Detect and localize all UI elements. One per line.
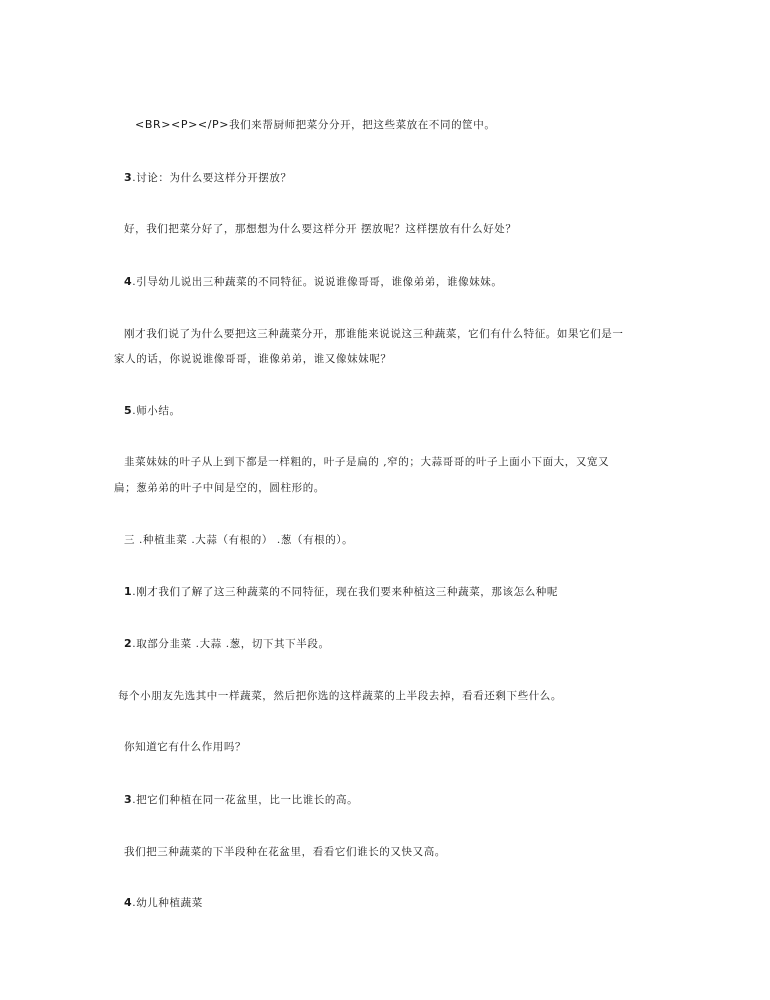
planting-step-4 [124, 896, 203, 910]
step-number: 4 [124, 275, 133, 288]
step-number: 2 [124, 637, 133, 650]
paragraph-features-line-2: 家人的话，你说说谁像哥哥，谁像弟弟，谁又像妹妹呢？ [114, 353, 392, 365]
paragraph-choose-vegetable: 每个小朋友先选其中一样蔬菜，然后把你选的这样蔬菜的上半段去掉，看看还剩下些什么。 [118, 690, 562, 702]
paragraph-plant-compare: 我们把三种蔬菜的下半段种在花盆里，看看它们谁长的又快又高。 [124, 846, 446, 858]
step-3-discussion [124, 171, 292, 185]
step-text: .取部分韭菜 .大蒜 .葱，切下其下半段。 [132, 638, 330, 650]
paragraph-question: 你知道它有什么作用吗？ [124, 741, 247, 753]
step-text: .讨论：为什么要这样分开摆放？ [132, 172, 292, 184]
step-number: 3 [124, 171, 133, 184]
paragraph-features-line-1: 刚才我们说了为什么要把这三种蔬菜分开，那谁能来说说这三种蔬菜，它们有什么特征。如果它们是一 [124, 328, 624, 340]
step-text: .刚才我们了解了这三种蔬菜的不同特征，现在我们要来种植这三种蔬菜，那该怎么种呢 [132, 586, 559, 598]
paragraph-intro [135, 118, 495, 132]
paragraph-discussion: 好，我们把菜分好了，那想想为什么要这样分开 摆放呢？这样摆放有什么好处？ [124, 223, 517, 235]
step-text: .师小结。 [132, 405, 181, 417]
step-number: 4 [124, 896, 133, 909]
paragraph-intro-text: 我们来帮厨师把菜分分开，把这些菜放在不同的筐中。 [229, 119, 496, 131]
step-number: 3 [124, 793, 133, 806]
planting-step-2 [124, 637, 330, 651]
step-number: 5 [124, 404, 133, 417]
planting-step-3 [124, 793, 358, 807]
step-text: .幼儿种植蔬菜 [132, 897, 203, 909]
paragraph-summary-line-1: 韭菜妹妹的叶子从上到下都是一样粗的，叶子是扁的 ,窄的；大蒜哥哥的叶子上面小下面大，又宽又 [124, 456, 610, 468]
step-text: .把它们种植在同一花盆里，比一比谁长的高。 [132, 794, 359, 806]
planting-step-1 [124, 585, 558, 599]
step-text: .引导幼儿说出三种蔬菜的不同特征。说说谁像哥哥，谁像弟弟，谁像妹妹。 [132, 276, 503, 288]
section-3-heading: 三 .种植韭菜 .大蒜（有根的） .葱（有根的）。 [124, 534, 354, 546]
step-number: 1 [124, 585, 133, 598]
step-5-summary [124, 404, 181, 418]
step-4-features [124, 275, 503, 289]
html-tag-text: <BR><P></P> [135, 118, 230, 131]
paragraph-summary-line-2: 扁；葱弟弟的叶子中间是空的，圆柱形的。 [114, 482, 325, 494]
